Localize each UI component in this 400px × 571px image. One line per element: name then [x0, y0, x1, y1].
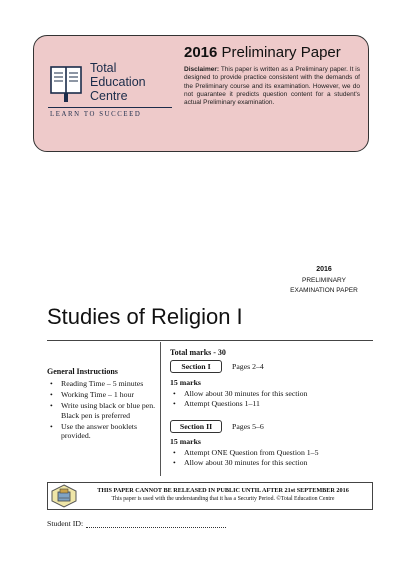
- section-2-instructions: [170, 448, 370, 468]
- exam-type-line2: EXAMINATION PAPER: [290, 287, 358, 294]
- student-id-field[interactable]: [86, 527, 226, 528]
- section-1-pages: Pages 2–4: [232, 362, 264, 371]
- paper-title-text: Preliminary Paper: [221, 44, 341, 61]
- section-2-marks: 15 marks: [170, 437, 201, 446]
- list-item: • Attempt ONE Question from Question 1–5: [173, 448, 319, 457]
- logo-divider: [48, 107, 172, 108]
- list-item: • Write using black or blue pen. Black pen is preferred: [50, 401, 156, 420]
- paper-title: [184, 44, 341, 61]
- list-item: • Allow about 30 minutes for this section: [173, 389, 308, 398]
- section-1-instructions: [170, 389, 370, 409]
- student-id-label: Student ID:: [47, 519, 84, 528]
- general-instructions-list: [47, 379, 159, 443]
- exam-year: 2016: [316, 266, 332, 273]
- security-notice: [47, 482, 373, 510]
- logo: [48, 49, 178, 129]
- header-panel: [33, 35, 369, 152]
- paper-year: 2016: [184, 44, 218, 61]
- list-item: • Use the answer booklets provided.: [50, 421, 138, 441]
- security-stamp-icon: [51, 484, 77, 508]
- column-divider: [160, 342, 161, 476]
- list-item: • Allow about 30 minutes for this section: [173, 457, 308, 467]
- disclaimer: [184, 66, 360, 107]
- list-item: • Attempt Questions 1–11: [173, 398, 260, 408]
- section-2-label: Section II: [170, 420, 222, 433]
- subject-divider: [47, 340, 373, 341]
- section-1-marks: 15 marks: [170, 378, 201, 387]
- disclaimer-text: This paper is written as a Preliminary paper. It is designed to provide practice consistent with the demands of the Preliminary course and its examination. However, we do not guarantee it predicts question content for a student's actual Preliminary examination.: [184, 66, 360, 107]
- logo-text-line3: Centre: [90, 89, 128, 103]
- list-item: • Reading Time – 5 minutes: [50, 379, 144, 388]
- list-item: • Working Time – 1 hour: [50, 390, 135, 400]
- open-book-icon: [50, 65, 82, 103]
- general-instructions-heading: General Instructions: [47, 367, 118, 376]
- notice-security-text: This paper is used with the understanding that it has a Security Period. ©Total Education Centre: [111, 496, 335, 502]
- section-1-label: Section I: [170, 360, 222, 373]
- section-2-pages: Pages 5–6: [232, 422, 264, 431]
- notice-release-text: THIS PAPER CANNOT BE RELEASED IN PUBLIC UNTIL AFTER 21st SEPTEMBER 2016: [97, 487, 349, 494]
- logo-text-line2: Education: [90, 75, 146, 89]
- total-marks: Total marks - 30: [170, 348, 226, 357]
- subject-title: Studies of Religion I: [47, 304, 243, 329]
- logo-tagline: LEARN TO SUCCEED: [50, 111, 142, 118]
- logo-text-line1: Total: [90, 61, 117, 75]
- exam-type-line1: PRELIMINARY: [302, 277, 346, 284]
- disclaimer-label: Disclaimer:: [184, 66, 220, 73]
